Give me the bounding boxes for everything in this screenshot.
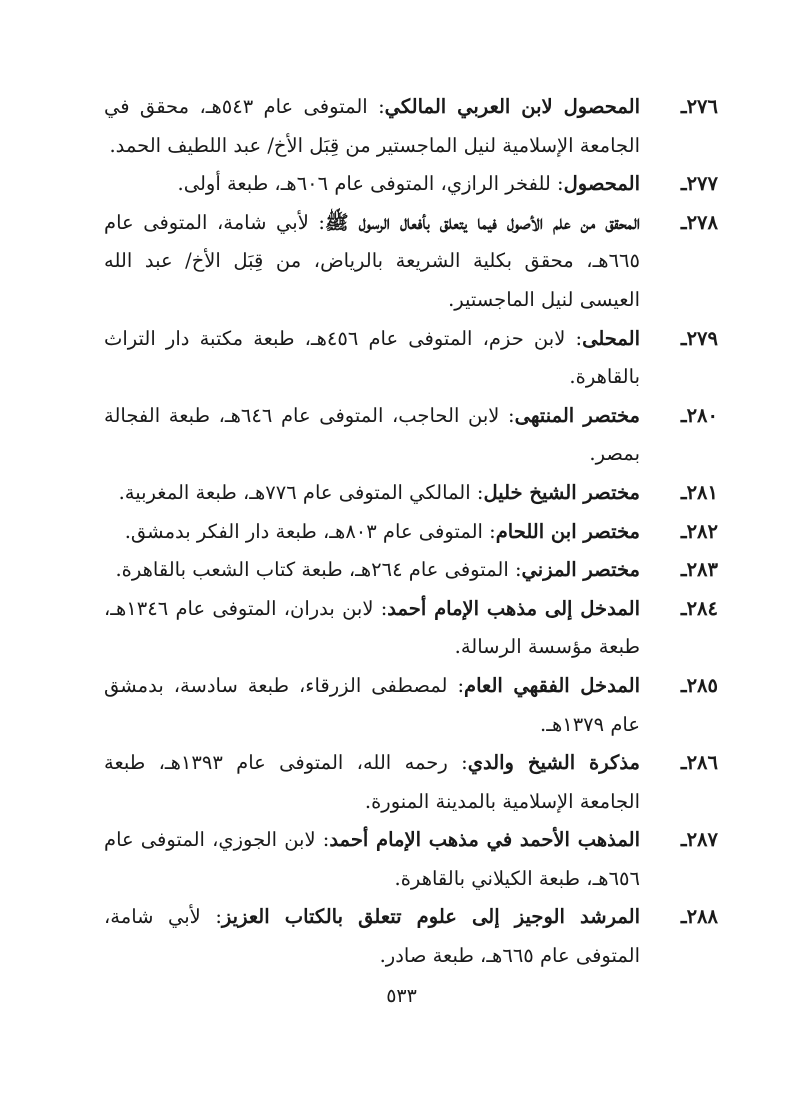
entry-title: مختصر المزني	[521, 558, 640, 582]
entry-number: ٢٧٧ـ	[680, 172, 718, 196]
entry-title: المحلى	[582, 326, 640, 350]
entry-text: : لابن بدران، المتوفى عام ١٣٤٦هـ، طبعة مؤسسة الرسالة.	[104, 596, 640, 659]
entry-text: : لأبي شامة، المتوفى عام ٦٦٥هـ، طبعة صادر.	[104, 905, 640, 968]
bibliography-entry	[104, 667, 718, 744]
entry-text: : المتوفى عام ٢٦٤هـ، طبعة كتاب الشعب بالقاهرة.	[115, 558, 522, 582]
entry-number: ٢٧٩ـ	[680, 326, 718, 350]
bibliography-entry	[104, 898, 718, 975]
bibliography-entry	[104, 320, 718, 397]
entry-text: : لابن حزم، المتوفى عام ٤٥٦هـ، طبعة مكتبة دار التراث بالقاهرة.	[104, 326, 640, 389]
entry-title: المحقق من علم الأصول فيما يتعلق بأفعال الرسول ﷺ	[325, 210, 640, 234]
bibliography-entry	[104, 513, 718, 552]
bibliography-entry	[104, 590, 718, 667]
entry-title: المذهب الأحمد في مذهب الإمام أحمد	[329, 828, 640, 852]
bibliography-entry	[104, 744, 718, 821]
bibliography-entry	[104, 551, 718, 590]
entry-title: المرشد الوجيز إلى علوم تتعلق بالكتاب العزيز	[221, 905, 640, 929]
bibliography-entry	[104, 165, 718, 204]
entry-title: المحصول لابن العربي المالكي	[384, 95, 641, 118]
entry-text: : لابن الحاجب، المتوفى عام ٦٤٦هـ، طبعة الفجالة بمصر.	[104, 403, 640, 466]
entry-text: : لأبي شامة، المتوفى عام ٦٦٥هـ، محقق بكلية الشريعة بالرياض، من قِبَل الأخ/ عبد الله العيسى لنيل الماجستير.	[104, 210, 640, 311]
entry-number: ٢٨٤ـ	[680, 596, 718, 620]
entry-number: ٢٨٥ـ	[680, 673, 718, 697]
bibliography-entry	[104, 397, 718, 474]
entry-number: ٢٨٢ـ	[680, 519, 718, 543]
entry-number: ٢٧٨ـ	[680, 210, 718, 234]
entry-title: مختصر المنتهى	[514, 403, 640, 427]
bibliography-entry	[104, 204, 718, 320]
entry-title: المدخل إلى مذهب الإمام أحمد	[387, 596, 640, 620]
entry-number: ٢٨٧ـ	[680, 828, 718, 852]
entry-number: ٢٨٠ـ	[680, 403, 718, 427]
page-number: ٥٣٣	[386, 985, 417, 1007]
bibliography-list	[104, 88, 718, 976]
entry-title: مختصر ابن اللحام	[495, 519, 640, 543]
entry-number: ٢٨٣ـ	[680, 558, 718, 582]
entry-title: المدخل الفقهي العام	[464, 673, 640, 697]
entry-text: : رحمه الله، المتوفى عام ١٣٩٣هـ، طبعة الجامعة الإسلامية بالمدينة المنورة.	[104, 751, 640, 813]
bibliography-entry	[104, 474, 718, 513]
entry-text: : المالكي المتوفى عام ٧٧٦هـ، طبعة المغربية.	[118, 480, 484, 504]
entry-text: : المتوفى عام ٥٤٣هـ، محقق في الجامعة الإسلامية لنيل الماجستير من قِبَل الأخ/ عبد اللطيف الحمد.	[104, 95, 640, 157]
entry-number: ٢٧٦ـ	[680, 95, 718, 118]
bibliography-entry	[104, 88, 718, 165]
entry-text: : لابن الجوزي، المتوفى عام ٦٥٦هـ، طبعة الكيلاني بالقاهرة.	[104, 828, 640, 890]
entry-title: مختصر الشيخ خليل	[483, 480, 640, 504]
entry-title: المحصول	[563, 172, 640, 196]
entry-text: : المتوفى عام ٨٠٣هـ، طبعة دار الفكر بدمشق.	[124, 519, 496, 543]
entry-number: ٢٨١ـ	[680, 480, 718, 504]
bibliography-entry	[104, 821, 718, 898]
entry-title: مذكرة الشيخ والدي	[467, 751, 640, 775]
entry-number: ٢٨٨ـ	[680, 905, 718, 929]
entry-text: : لمصطفى الزرقاء، طبعة سادسة، بدمشق عام ١٣٧٩هـ.	[104, 673, 640, 736]
entry-text: : للفخر الرازي، المتوفى عام ٦٠٦هـ، طبعة أولى.	[177, 172, 564, 196]
entry-number: ٢٨٦ـ	[680, 751, 718, 775]
